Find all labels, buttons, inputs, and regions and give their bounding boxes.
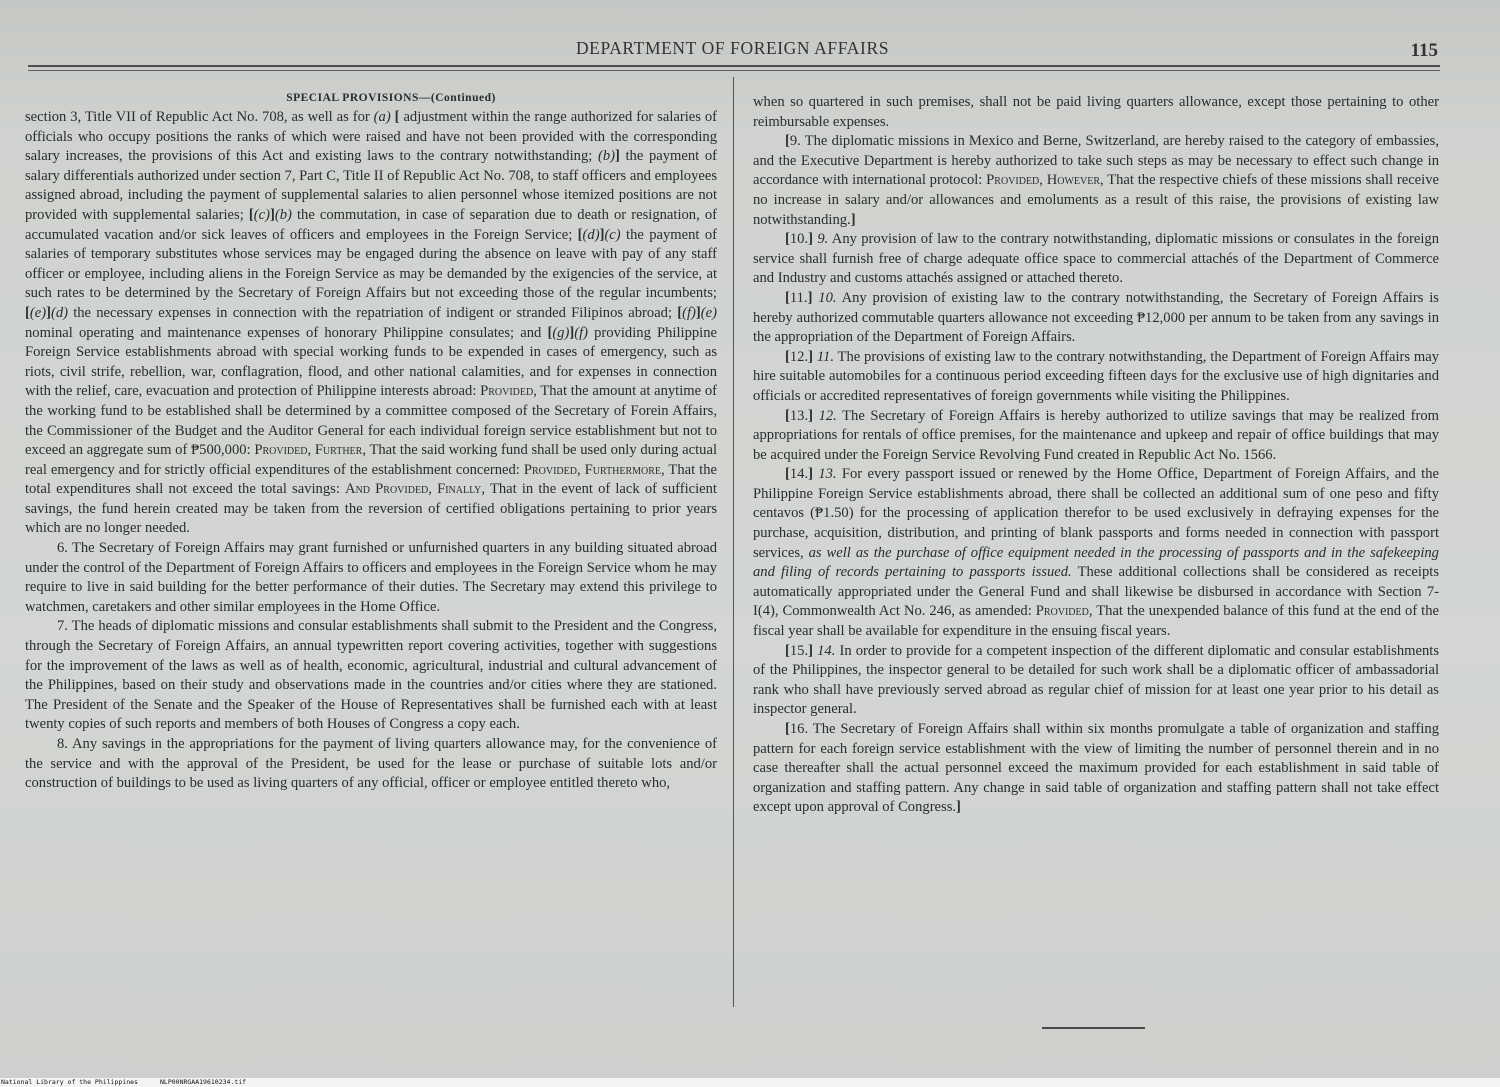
column-divider (733, 77, 734, 1007)
paragraph-9: [9. The diplomatic missions in Mexico and Berne, Switzerland, are hereby raised to the category of embassies, and the Executive Department is hereby authorized to take such steps as may be necessary to effect such change in accordance with international protocol: Provided, However, That the respective chiefs of these missions shall receive no increase in salary and/or allowances and emoluments as a result of this raise, the provisions of existing law notwithstanding.] (753, 133, 1439, 228)
paragraph-8-continued: when so quartered in such premises, shall not be paid living quarters allowance, except those pertaining to other reimbursable expenses. (753, 94, 1439, 130)
paragraph-15: [15.] 14. In order to provide for a competent inspection of the different diplomatic and consular establishments of the Philippines, the inspector general to be detailed for such work shall be a diplomatic officer of ambassadorial rank who shall have previously served abroad as regular chief of mission for at least one year prior to his detail as inspector general. (753, 642, 1440, 718)
paragraph-continued: section 3, Title VII of Republic Act No. 708, as well as for (a) [ adjustment within the range authorized for salaries of officials who occupy positions the ranks of which were raised and have not been provided with the corresponding salary increases, the provisions of this Act and existing laws to the contrary notwithstanding; (b)] the payment of salary differentials authorized under section 7, Part C, Title II of Republic Act No. 708, to staff officers and employees assigned abroad, including the payment of supplemental salaries to alien personnel whose itemized positions are not provided with supplemental salaries; [(c)](b) the commutation, in case of separation due to death or resignation, of accumulated vacation and/or sick leaves of officers and employees in the Foreign Service; [(d)](c) the payment of salaries of temporary substitutes whose services may be engaged during the absence on leave with pay of any staff officer or employee, including aliens in the Foreign Service as may be demanded by the exigencies of the service, at such rates to be determined by the Secretary of Foreign Affairs but not exceeding those of the regular incumbents; [(e)](d) the necessary expenses in connection with the repatriation of indigent or stranded Filipinos abroad; [(f)](e) nominal operating and maintenance expenses of honorary Philippine consulates; and [(g)](f) providing Philippine Foreign Service establishments abroad with special working funds to be expended in cases of emergency, such as riots, civil strife, rebellion, war, conflagration, flood, and other national calamities, and for expenses in connection with the relief, care, evacuation and protection of Philippine interests abroad: Provided, That the amount at anytime of the working fund to be established shall be determined by a committee composed of the Secretary of Forein Affairs, the Commissioner of the Budget and the Auditor General for each individual foreign service establishment but not to exceed an aggregate sum of ₱500,000: Provided, Further, That the said working fund shall be used only during actual real emergency and for strictly official expenditures of the establishment concerned: Provided, Furthermore, That the total expenditures shall not exceed the total savings: And Provided, Finally, That in the event of lack of sufficient savings, the fund herein created may be taken from the reversion of certified obligations pertaining to prior years which are no longer needed. (25, 109, 718, 537)
running-header: DEPARTMENT OF FOREIGN AFFAIRS (575, 38, 890, 58)
paragraph-14: [14.] 13. For every passport issued or renewed by the Home Office, Department of Foreign Affairs, and the Philippine Foreign Service establishments abroad, there shall be collected an additional sum of one peso and fifty centavos (₱1.50) for the processing of application therefor to be used exclusively in defraying expenses for the purchase, acquisition, distribution, and printing of blank passports and forms needed in connection with passport services, as well as the purchase of office equipment needed in the processing of passports and in the safekeeping and filing of records pertaining to passports issued. These additional collections shall be considered as receipts automatically appropriated under the General Fund and shall likewise be disbursed in accordance with Section 7-I(4), Commonwealth Act No. 246, as amended: Provided, That the unexpended balance of this fund at the end of the fiscal year shall be available for expenditure in the ensuing fiscal years. (753, 466, 1439, 640)
page-number: 115 (1410, 40, 1438, 61)
paragraph-7: 7. The heads of diplomatic missions and consular establishments shall submit to the President and the Congress, through the Secretary of Foreign Affairs, an annual typewritten report covering activities, together with suggestions for the improvement of the laws as well as of health, economic, agricultural, industrial and cultural advancement of the Philippines, based on their study and observations made in the countries and/or cities where they are stationed. The President of the Senate and the Speaker of the House of Representatives shall be furnished each with at least twenty copies of such reports and members of both Houses of Congress a copy each. (25, 618, 717, 733)
footer-file-id: NLP00NRGAA19610234.tif (160, 1078, 247, 1086)
left-column (25, 89, 717, 794)
section-heading: SPECIAL PROVISIONS—(Continued) (286, 92, 496, 104)
paragraph-11: [11.] 10. Any provision of existing law to the contrary notwithstanding, the Secretary of Foreign Affairs is hereby authorized commutable quarters allowance not exceeding ₱12,000 per annum to be taken from any savings in the appropriation of the Department of Foreign Affairs. (753, 289, 1439, 346)
paragraph-8: 8. Any savings in the appropriations for the payment of living quarters allowance may, for the convenience of the service and with the approval of the President, be used for the lease or purchase of suitable lots and/or construction of buildings to be used as living quarters of any official, officer or employee entitled thereto who, (25, 736, 717, 792)
paragraph-16: [16. The Secretary of Foreign Affairs shall within six months promulgate a table of organization and staffing pattern for each foreign service establishment with the view of limiting the number of personnel therein and in no case thereafter shall the actual personnel exceed the maximum provided for each establishment in said table of organization and staffing pattern. Any change in said table of organization and staffing pattern shall not take effect except upon approval of Congress.] (753, 721, 1439, 816)
scan-footer (0, 1078, 1500, 1087)
paragraph-13: [13.] 12. The Secretary of Foreign Affairs is hereby authorized to utilize savings that may be realized from appropriations for rentals of office premises, for the maintenance and upkeep and repair of office buildings that may be acquired under the Foreign Service Revolving Fund created in Republic Act No. 1566. (753, 407, 1439, 463)
header-rule-thin (28, 70, 1440, 71)
end-rule (1042, 1027, 1145, 1029)
footer-library: National Library of the Philippines (1, 1078, 138, 1086)
paragraph-6: 6. The Secretary of Foreign Affairs may grant furnished or unfurnished quarters in any building situated abroad under the control of the Department of Foreign Affairs to officers and employees in the Foreign Service whom he may require to live in said building for the better performance of their duties. The Secretary may extend this privilege to watchmen, caretakers and other similar employees in the Home Office. (25, 540, 717, 615)
header-rule (28, 65, 1440, 67)
paragraph-12: [12.] 11. The provisions of existing law to the contrary notwithstanding, the Department of Foreign Affairs may hire suitable automobiles for a continuous period exceeding fifteen days for the exclusive use of high dignitaries and officials or accredited representatives of foreign governments while visiting the Philippines. (753, 348, 1439, 404)
paragraph-10: [10.] 9. Any provision of law to the contrary notwithstanding, diplomatic missions or consulates in the foreign service shall furnish free of charge adequate office space to commercial attachés of the Department of Commerce and Industry and customs attachés assigned or attached thereto. (753, 231, 1439, 287)
right-column (753, 93, 1439, 818)
